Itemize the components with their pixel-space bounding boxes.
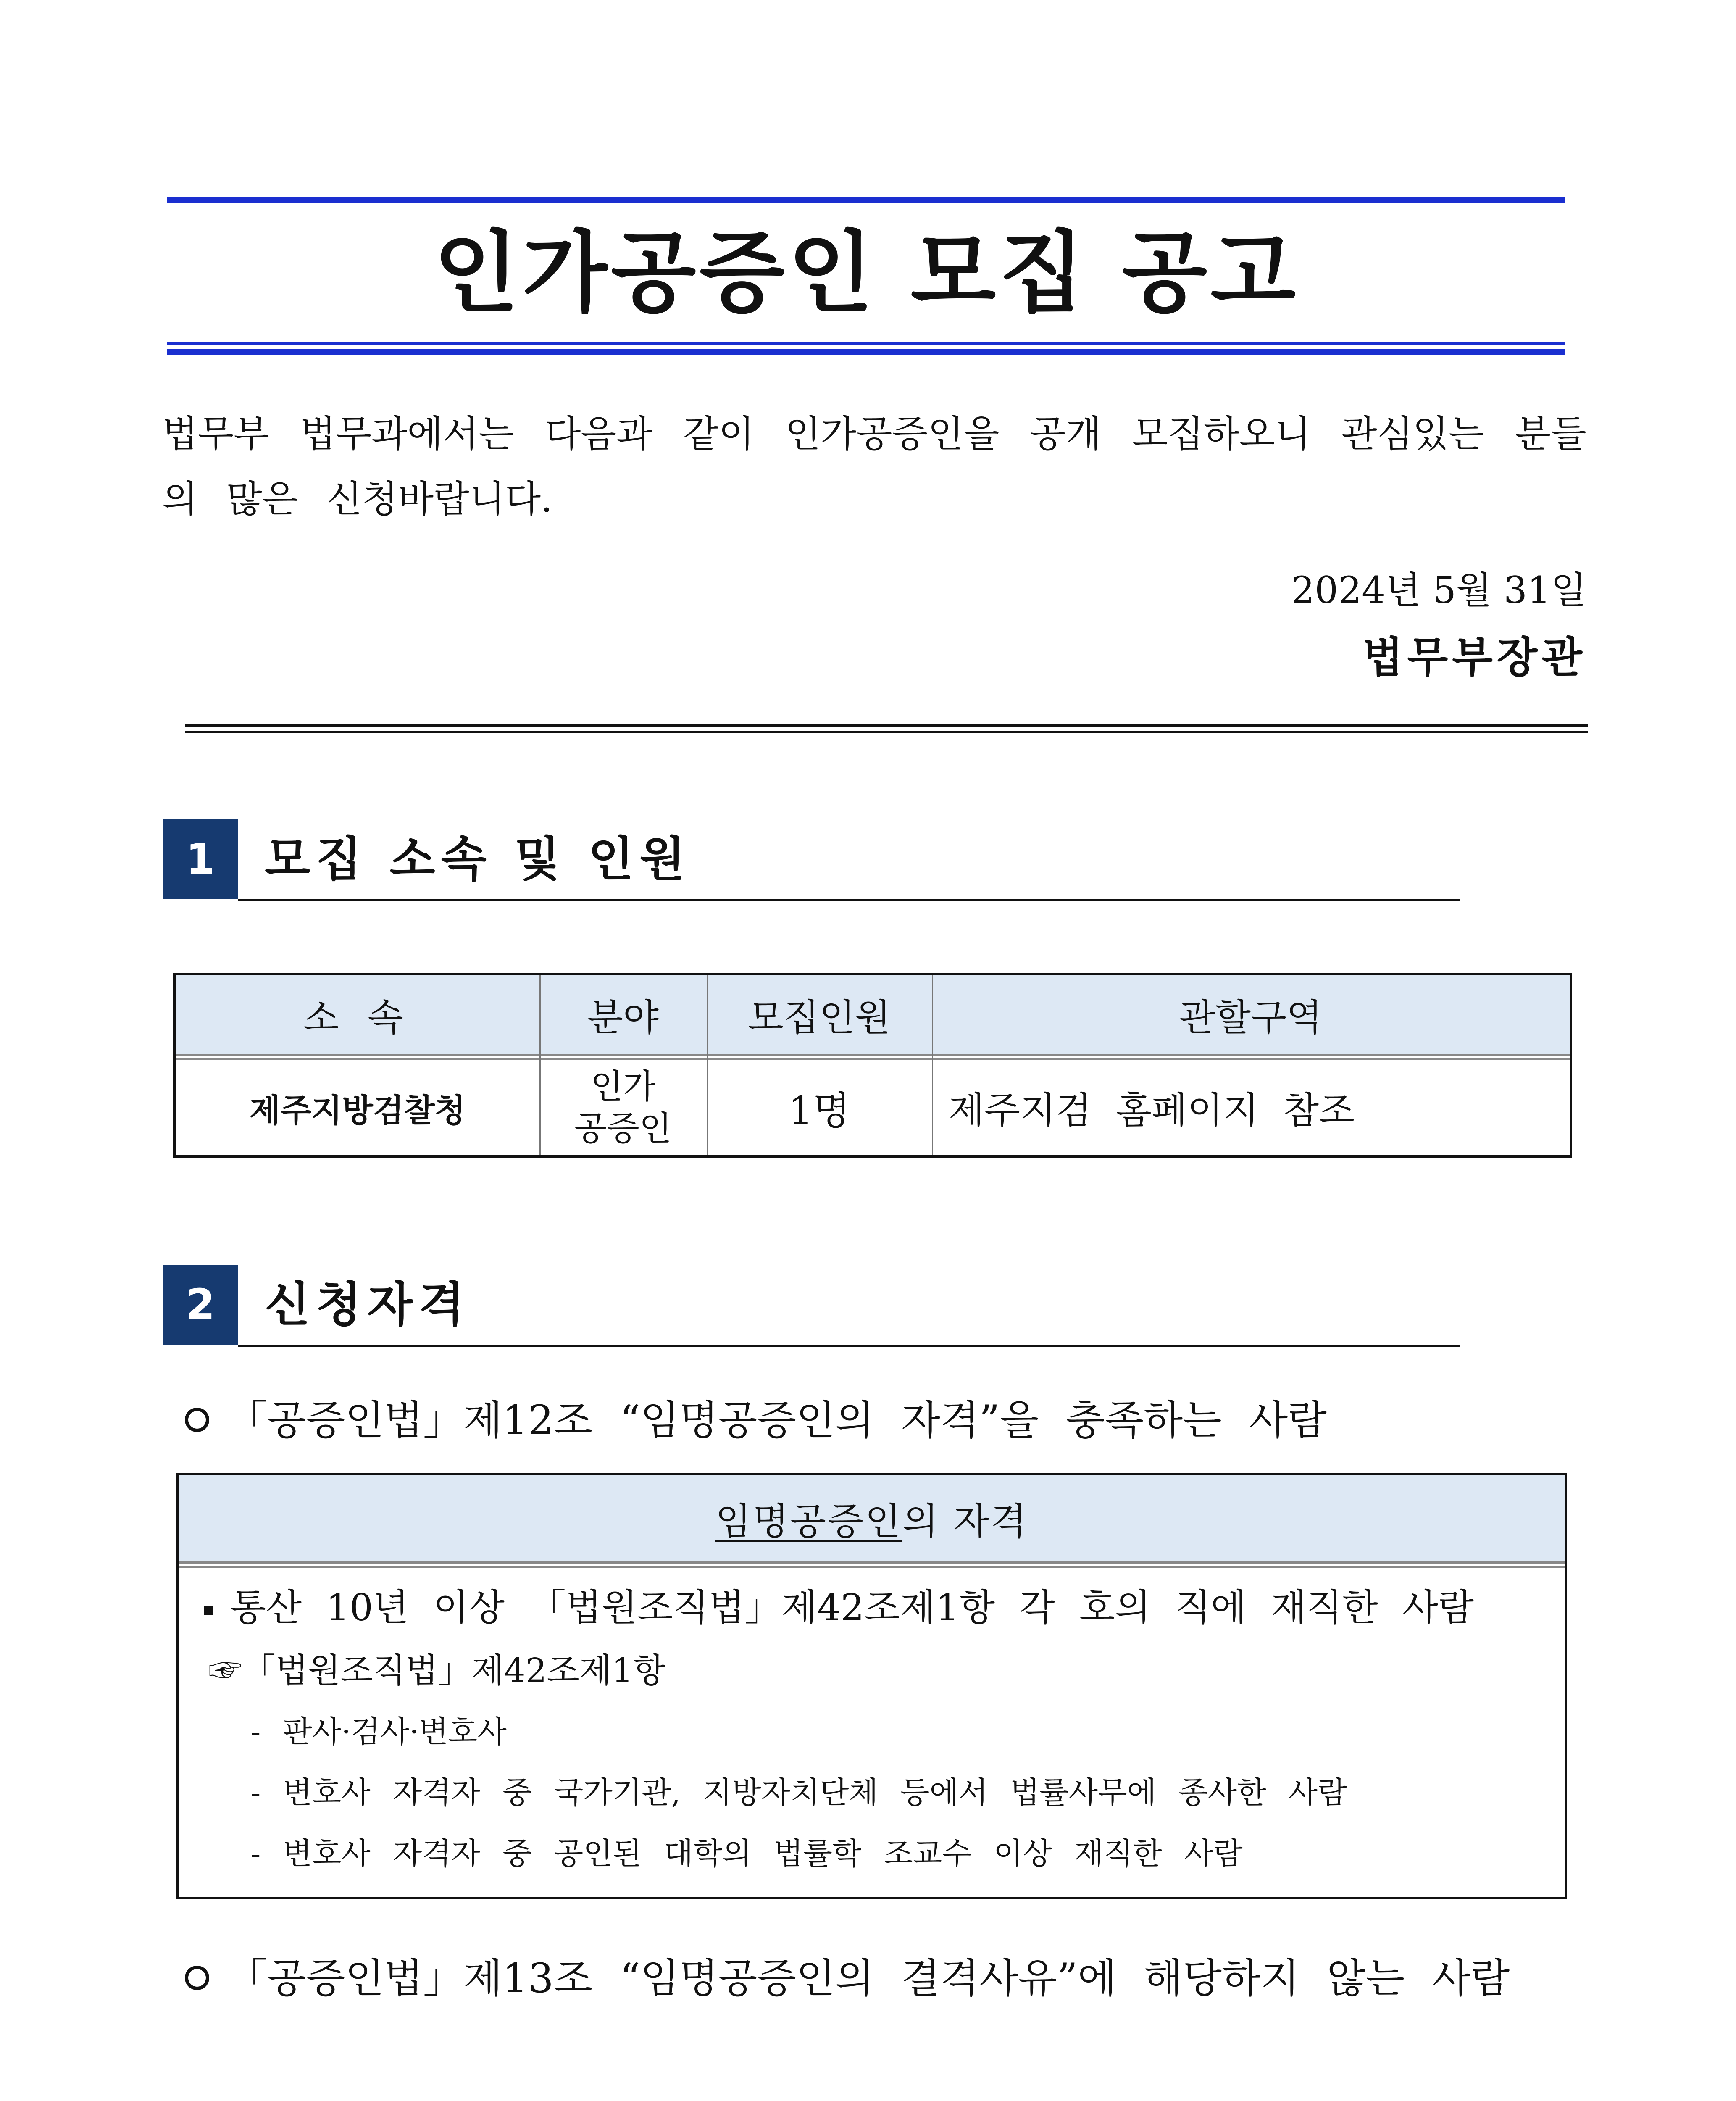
circle-bullet-icon [185, 1408, 209, 1432]
notice-date: 2024년 5월 31일 [1291, 569, 1586, 612]
qualification-line-1-text: 통산 10년 이상 「법원조직법」제42조제1항 각 호의 직에 재직한 사람 [230, 1586, 1474, 1629]
table-cell-jurisdiction: 제주지검 홈페이지 참조 [949, 1089, 1355, 1132]
table-cell-field [539, 1060, 707, 1155]
section1-title: 모집 소속 및 인원 [265, 832, 691, 887]
qualification-line-4: - 변호사 자격자 중 국가기관, 지방자치단체 등에서 법률사무에 종사한 사람 [250, 1775, 1347, 1810]
qualification-line-2: ☞「법원조직법」제42조제1항 [208, 1651, 666, 1690]
qualification-box-divider [179, 1561, 1565, 1564]
section1-underline [238, 899, 1460, 901]
table-header-affiliation: 소 속 [303, 996, 412, 1039]
qualification-box-title-rest: 의 자격 [902, 1499, 1028, 1543]
header-rule-thin [185, 731, 1588, 733]
qualification-box-divider [179, 1566, 1565, 1568]
notice-signer: 법무부장관 [1362, 633, 1586, 682]
qualification-item-2: 「공증인법」제13조 “임명공증인의 결격사유”에 해당하지 않는 사람 [227, 1955, 1510, 2002]
section1-number-badge: 1 [163, 819, 238, 899]
qualification-line-5: - 변호사 자격자 중 공인된 대학의 법률학 조교수 이상 재직한 사람 [250, 1836, 1243, 1871]
table-cell-affiliation: 제주지방검찰청 [250, 1091, 466, 1129]
table-header-jurisdiction: 관할구역 [1179, 996, 1323, 1039]
table-cell-field-line1: 인가 [590, 1067, 656, 1106]
table-cell-count: 1명 [788, 1088, 850, 1133]
title-top-rule [167, 197, 1565, 203]
qualification-box [176, 1473, 1567, 1899]
section2-underline [238, 1345, 1460, 1347]
table-header-field: 분야 [587, 996, 659, 1039]
header-rule-thick [185, 724, 1588, 727]
page-title: 인가공증인 모집 공고 [434, 221, 1299, 324]
qualification-item-1: 「공증인법」제12조 “임명공증인의 자격”을 충족하는 사람 [227, 1397, 1327, 1444]
section2-title: 신청자격 [265, 1277, 470, 1332]
table-cell-field-line2: 공증인 [574, 1109, 672, 1148]
intro-paragraph: 법무부 법무과에서는 다음과 같이 인가공증인을 공개 모집하오니 관심있는 분들의 많은 신청바랍니다. [162, 412, 1586, 521]
qualification-box-title [179, 1475, 1565, 1561]
table-header-divider [176, 1054, 1570, 1056]
qualification-box-title-underlined: 임명공증인 [715, 1499, 903, 1543]
table-header-count: 모집인원 [747, 996, 891, 1039]
square-bullet-icon [204, 1606, 213, 1615]
section2-number-badge: 2 [163, 1265, 238, 1345]
circle-bullet-icon [185, 1966, 209, 1990]
title-bottom-rule-thick [167, 349, 1565, 355]
qualification-line-3: - 판사·검사·변호사 [250, 1714, 507, 1749]
recruitment-table [173, 973, 1572, 1158]
qualification-line-1 [204, 1580, 1474, 1635]
title-bottom-rule-thin [167, 342, 1565, 345]
